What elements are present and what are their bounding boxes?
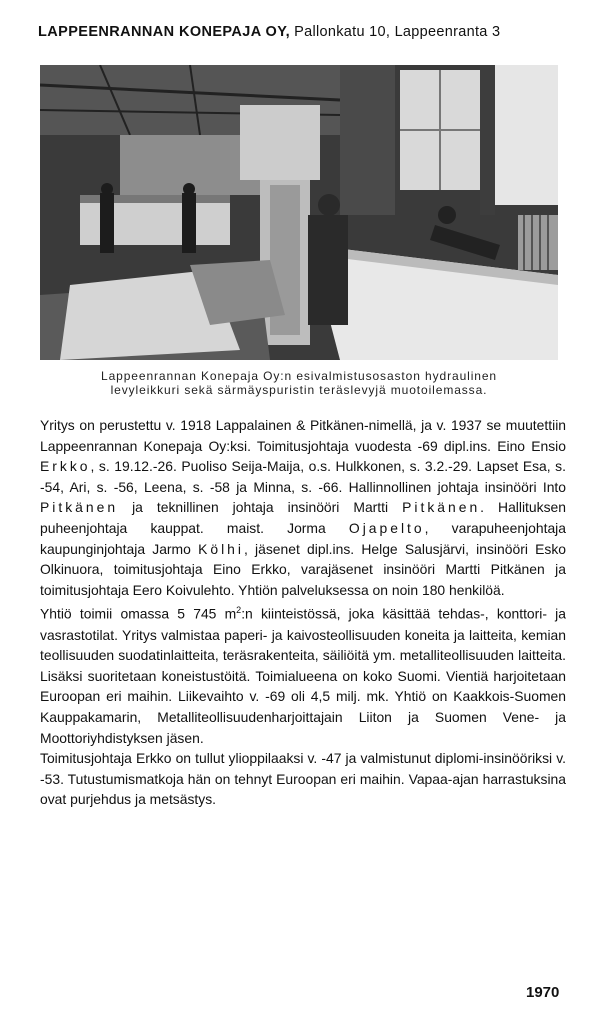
text-segment: Yritys on perustettu v. 1918 Lappalainen & Pitkänen-nimellä, ja v. 1937 se muutettiin Lappeenrannan Konepaja Oy:ksi. Toimitusjohtaja vuodesta -69 dipl.ins. Eino Ensio xyxy=(40,417,566,454)
name-ojapelto: Ojapelto xyxy=(348,519,425,536)
name-kolhi: Kölhi xyxy=(198,540,244,557)
text-segment: . Hallituksen puheenjohtaja kauppat. maist. Jorma xyxy=(40,499,566,536)
factory-workshop-photo xyxy=(40,65,558,360)
paragraph-ceo-background: Toimitusjohtaja Erkko on tullut ylioppilaaksi v. -47 ja valmistunut diplomi-insinööriksi v. -53. Tutustumismatkoja hän on tehnyt Euroopan eri maihin. Vapaa-ajan harrastuksina ovat purjehdus ja metsästys. xyxy=(40,750,566,808)
text-segment: :n kiinteistössä, joka käsittää tehdas-, konttori- ja vasrastotilat. Yritys valmistaa paperi- ja kaivosteollisuuden koneita ja laitteita, kemian teollisuuden suodatinlaitteita, teräsrakenteita, säiliöitä ym. metalliteollisuuden laitteita. Lisäksi suoritetaan koneistustöitä. Toimialueena on koko Suomi. Vientiä harjoitetaan Euroopan eri maihin. Liikevaihto v. -69 oli 4,5 milj. mk. Yhtiö on Kaakkois-Suomen Kauppakamarin, Metalliteollisuudenharjoittajain Liiton ja Suomen Vene- ja Moottoriyhdistyksen jäsen. xyxy=(40,605,566,746)
text-segment: Yhtiö toimii omassa 5 745 m xyxy=(40,605,237,622)
photo-caption xyxy=(40,369,558,397)
caption-line-1: Lappeenrannan Konepaja Oy:n esivalmistusosaston hydraulinen xyxy=(101,369,497,383)
caption-line-2: levyleikkuri sekä särmäyspuristin teräslevyjä muotoilemassa. xyxy=(110,383,488,397)
text-segment: , jäsenet dipl.ins. Helge Salusjärvi, insinööri Esko Olkinuora, toimitusjohtaja Eino Erkko, varajäsenet insinööri Martti Pitkänen ja toimitusjohtaja Eero Koivulehto. Yhtiön palveluksessa on noin 180 henkilöä. xyxy=(40,540,566,598)
name-erkko: Erkko xyxy=(40,458,91,475)
paragraph-company-history xyxy=(40,415,566,600)
page-number: 1970 xyxy=(526,984,560,1001)
text-segment: ja teknillinen johtaja insinööri Martti xyxy=(118,499,403,516)
text-segment: , s. 19.12.-26. Puoliso Seija-Maija, o.s. Hulkkonen, s. 3.2.-29. Lapset Esa, s. -54, Ari, s. -56, Leena, s. -58 ja Minna, s. -66. Hallinnollinen johtaja insinööri Into xyxy=(40,458,566,495)
superscript-2: 2 xyxy=(236,605,242,616)
text-segment: , varapuheenjohtaja kaupunginjohtaja Jarmo xyxy=(40,519,566,557)
company-name: LAPPEENRANNAN KONEPAJA OY, xyxy=(38,24,291,40)
name-pitkanen-martti: Pitkänen xyxy=(402,499,481,516)
name-pitkanen-into: Pitkänen xyxy=(40,499,119,516)
page-header xyxy=(38,24,568,40)
article-body xyxy=(40,415,566,810)
workshop-photo-illustration xyxy=(40,65,558,360)
company-address: Pallonkatu 10, Lappeenranta 3 xyxy=(294,24,501,40)
paragraph-operations xyxy=(40,600,566,748)
